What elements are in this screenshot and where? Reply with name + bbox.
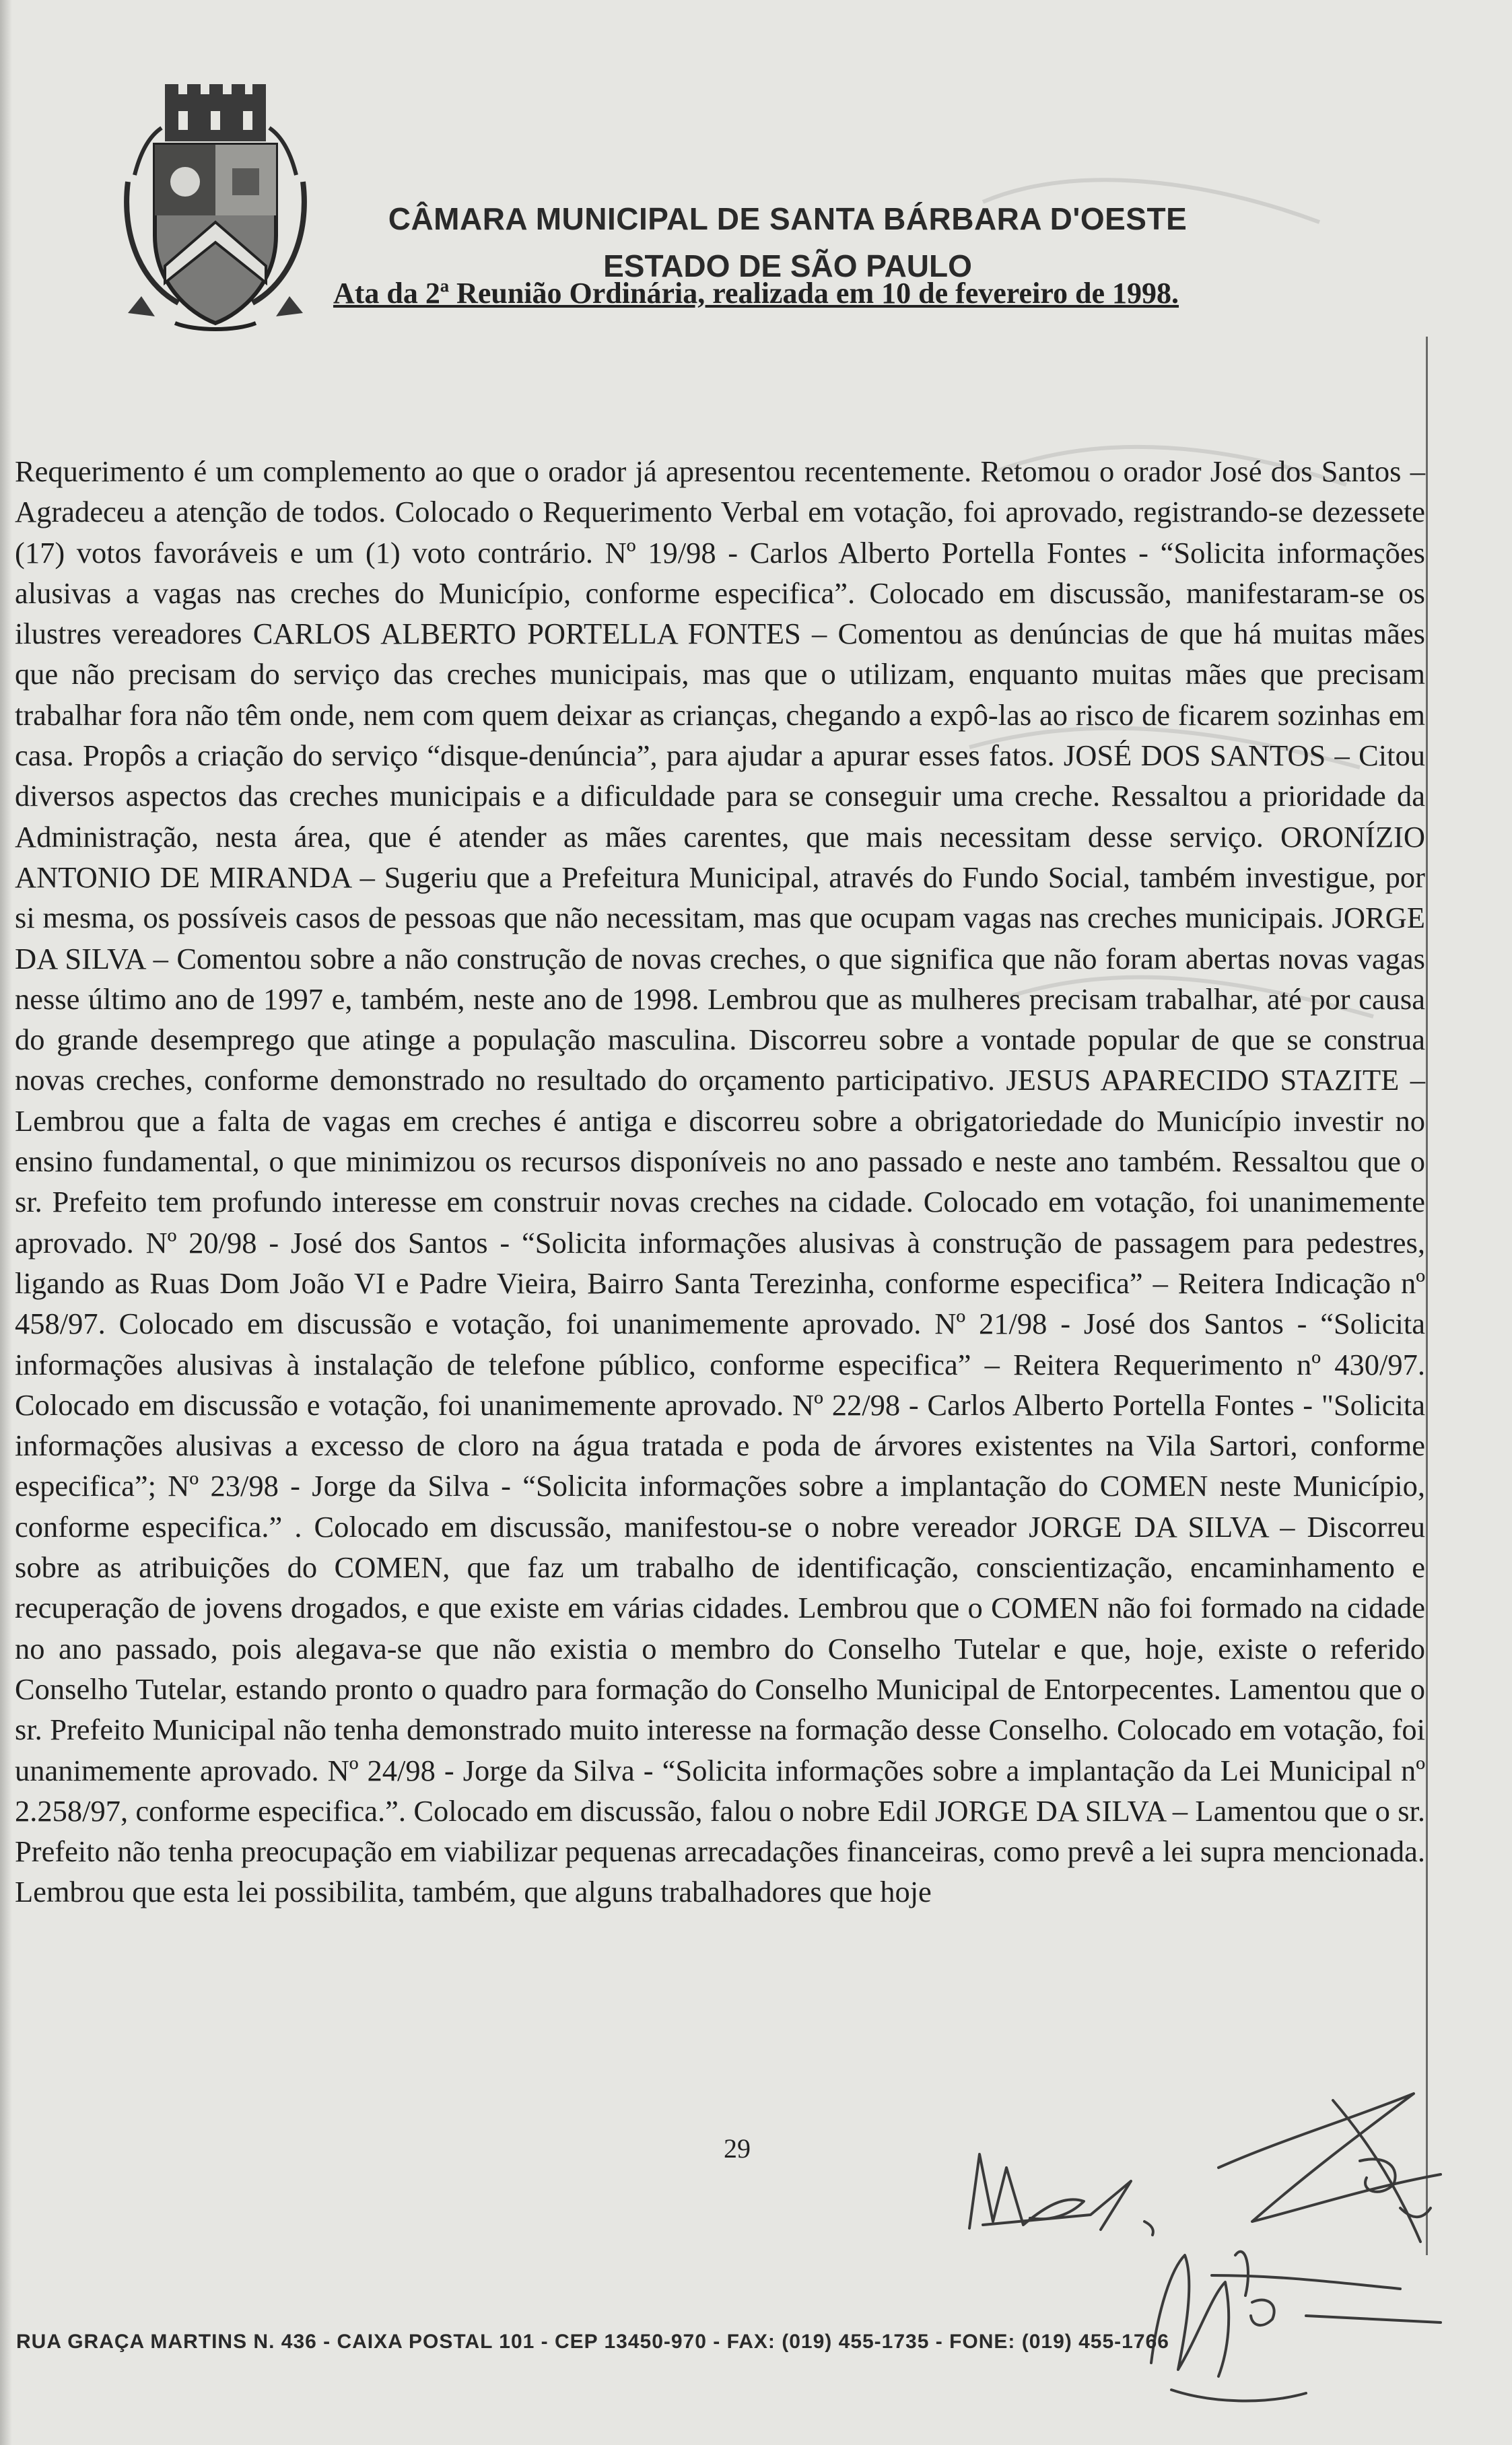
minutes-body-text: Requerimento é um complemento ao que o orador já apresentou recentemente. Retomou o orador José dos Santos – Agradeceu a atenção de todos. Colocado o Requerimento Verbal em votação, foi aprovado, registrando-se dezessete (17) votos favoráveis e um (1) voto contrário. Nº 19/98 - Carlos Alberto Portella Fontes - “Solicita informações alusivas a vagas nas creches do Município, conforme especifica”. Colocado em discussão, manifestaram-se os ilustres vereadores CARLOS ALBERTO PORTELLA FONTES – Comentou as denúncias de que há muitas mães que não precisam do serviço das creches municipais, mas que o utilizam, enquanto muitas mães que precisam trabalhar fora não têm onde, nem com quem deixar as crianças, chegando a expô-las ao risco de ficarem sozinhas em casa. Propôs a criação do serviço “disque-denúncia”, para ajudar a apurar esses fatos. JOSÉ DOS SANTOS – Citou diversos aspectos das creches municipais e a dificuldade para se conseguir uma creche. Ressaltou a prioridade da Administração, nesta área, que é atender as mães carentes, que mais necessitam desse serviço. ORONÍZIO ANTONIO DE MIRANDA – Sugeriu que a Prefeitura Municipal, através do Fundo Social, também investigue, por si mesma, os possíveis casos de pessoas que não necessitam, mas que ocupam vagas nas creches municipais. JORGE DA SILVA – Comentou sobre a não construção de novas creches, o que significa que não foram abertas novas vagas nesse último ano de 1997 e, também, neste ano de 1998. Lembrou que as mulheres precisam trabalhar, até por causa do grande desemprego que atinge a população masculina. Discorreu sobre a vontade popular de que se construa novas creches, conforme demonstrado no resultado do orçamento participativo. JESUS APARECIDO STAZITE – Lembrou que a falta de vagas em creches é antiga e discorreu sobre a obrigatoriedade do Município investir no ensino fundamental, o que minimizou os recursos disponíveis no ano passado e neste ano também. Ressaltou que o sr. Prefeito tem profundo interesse em construir novas creches na cidade. Colocado em votação, foi unanimemente aprovado. Nº 20/98 - José dos Santos - “Solicita informações alusivas à construção de passagem para pedestres, ligando as Ruas Dom João VI e Padre Vieira, Bairro Santa Terezinha, conforme especifica” – Reitera Indicação nº 458/97. Colocado em discussão e votação, foi unanimemente aprovado. Nº 21/98 - José dos Santos - “Solicita informações alusivas à instalação de telefone público, conforme especifica” – Reitera Requerimento nº 430/97. Colocado em discussão e votação, foi unanimemente aprovado. Nº 22/98 - Carlos Alberto Portella Fontes - "Solicita informações alusivas a excesso de cloro na água tratada e poda de árvores existentes na Vila Sartori, conforme especifica”; Nº 23/98 - Jorge da Silva - “Solicita informações sobre a implantação do COMEN neste Município, conforme especifica.” . Colocado em discussão, manifestou-se o nobre vereador JORGE DA SILVA – Discorreu sobre as atribuições do COMEN, que faz um trabalho de identificação, conscientização, encaminhamento e recuperação de jovens drogados, e que existe em várias cidades. Lembrou que o COMEN não foi formado na cidade no ano passado, pois alegava-se que não existia o membro do Conselho Tutelar e que, hoje, existe o referido Conselho Tutelar, estando pronto o quadro para formação do Conselho Municipal de Entorpecentes. Lamentou que o sr. Prefeito Municipal não tenha demonstrado muito interesse na formação desse Conselho. Colocado em votação, foi unanimemente aprovado. Nº 24/98 - Jorge da Silva - “Solicita informações sobre a implantação da Lei Municipal nº 2.258/97, conforme especifica.”. Colocado em discussão, falou o nobre Edil JORGE DA SILVA – Lamentou que o sr. Prefeito não tenha preocupação em viabilizar pequenas arrecadações financeiras, como prevê a lei supra mencionada. Lembrou que esta lei possibilita, também, que alguns trabalhadores que hoje [15, 454, 1425, 1909]
minutes-title: Ata da 2ª Reunião Ordinária, realizada em 10 de fevereiro de 1998. [333, 277, 1179, 310]
scan-edge [0, 0, 12, 2445]
right-margin-line [1426, 337, 1428, 2255]
footer-address: RUA GRAÇA MARTINS N. 436 - CAIXA POSTAL 101 - CEP 13450-970 - FAX: (019) 455-1735 - FONE: (019) 455-1766 [16, 2331, 1169, 2353]
institution-state: ESTADO DE SÃO PAULO [603, 248, 972, 283]
page-number: 29 [724, 2133, 751, 2164]
handwritten-signatures [929, 2053, 1481, 2430]
institution-name: CÂMARA MUNICIPAL DE SANTA BÁRBARA D'OESTE [388, 201, 1188, 236]
letterhead [101, 81, 1380, 364]
